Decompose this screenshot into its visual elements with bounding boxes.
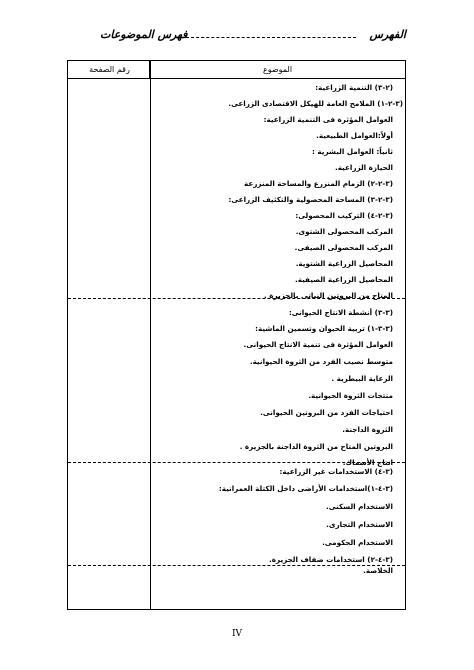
toc-entry: البروتين المتاح من الثروة الداجنة بالجزيرة . bbox=[239, 442, 393, 451]
page-number: IV bbox=[231, 629, 243, 639]
toc-entry: الخلاصة. bbox=[363, 566, 393, 575]
toc-entry: العوامل المؤثرة فى التنمية الزراعية: bbox=[263, 115, 393, 124]
toc-entry: (٣-٣) أنشطة الانتاج الحيوانى: bbox=[288, 308, 393, 317]
toc-entry: متوسط نصيب الفرد من الثروة الحيوانية. bbox=[249, 357, 393, 366]
toc-entry: أولاً:العوامل الطبيعية. bbox=[316, 131, 393, 140]
topic-column-header: الموضوع bbox=[149, 61, 405, 79]
toc-entry: (٣-٢-٣) المساحة المحصولية والتكثيف الزراعى: bbox=[228, 195, 393, 204]
toc-entry: الثروة الداجنة. bbox=[342, 425, 393, 434]
index-subtitle: فهرس الموضوعات bbox=[100, 28, 188, 41]
contents-table bbox=[67, 60, 406, 610]
toc-entry: (٢-٣) التنمية الزراعية: bbox=[315, 83, 393, 92]
toc-entry: انتاج الأسماك. bbox=[342, 458, 393, 467]
header-dotted-rule bbox=[186, 37, 356, 38]
toc-entry: الاستخدام التجارى. bbox=[326, 520, 393, 529]
index-title: الفهرس bbox=[369, 28, 406, 41]
toc-entry: المركب المحصولى الشتوى. bbox=[295, 227, 393, 236]
toc-entry: (٣-٢-٢) الزمام المنزرع والمساحة المنزرعة bbox=[243, 179, 393, 188]
toc-entry: (٣-٤-١)استخدامات الأراضى داخل الكتلة العمرانية: bbox=[218, 484, 393, 493]
toc-entry: العوامل المؤثرة فى تنمية الانتاج الحيوانى. bbox=[243, 340, 393, 349]
toc-entry: الرعاية البيطرية . bbox=[331, 374, 393, 383]
toc-entry: المحاصيل الزراعية الصيفية. bbox=[295, 275, 393, 284]
toc-entry: الحيازة الزراعية. bbox=[334, 163, 393, 172]
toc-entry: (٣-٢-٤) التركيب المحصولى: bbox=[295, 211, 393, 220]
toc-entry: الاستخدام الحكومى. bbox=[322, 538, 393, 547]
toc-entry: المركب المحصولى الصيفى. bbox=[294, 243, 393, 252]
column-divider bbox=[150, 61, 151, 609]
group-separator bbox=[68, 565, 405, 566]
toc-entry: (٣-٤) الاستخدامات غير الزراعية: bbox=[279, 467, 393, 476]
toc-entry: (٣-٢-١) الملامح العامة للهيكل الاقتصادى الزراعى. bbox=[228, 99, 403, 108]
toc-entry: منتجات الثروة الحيوانية. bbox=[308, 391, 393, 400]
toc-entry: احتياجات الفرد من البروتين الحيوانى. bbox=[260, 408, 393, 417]
toc-entry: الاستخدام السكنى. bbox=[326, 502, 393, 511]
toc-entry: ثانياً: العوامل البشرية : bbox=[312, 147, 393, 156]
toc-entry: (٣-٣-١) تربية الحيوان وتسمين الماشية: bbox=[255, 324, 393, 333]
toc-entry: المتاح من البروتين النباتى بالجزيرة . bbox=[264, 291, 393, 300]
toc-entry: المحاصيل الزراعية الشتوية. bbox=[295, 259, 393, 268]
toc-entry: (٣-٤-٢) استخدامات ضفاف الجزيرة. bbox=[269, 555, 393, 564]
page-column-header: رقم الصفحة bbox=[68, 61, 151, 79]
page-header bbox=[100, 28, 406, 48]
